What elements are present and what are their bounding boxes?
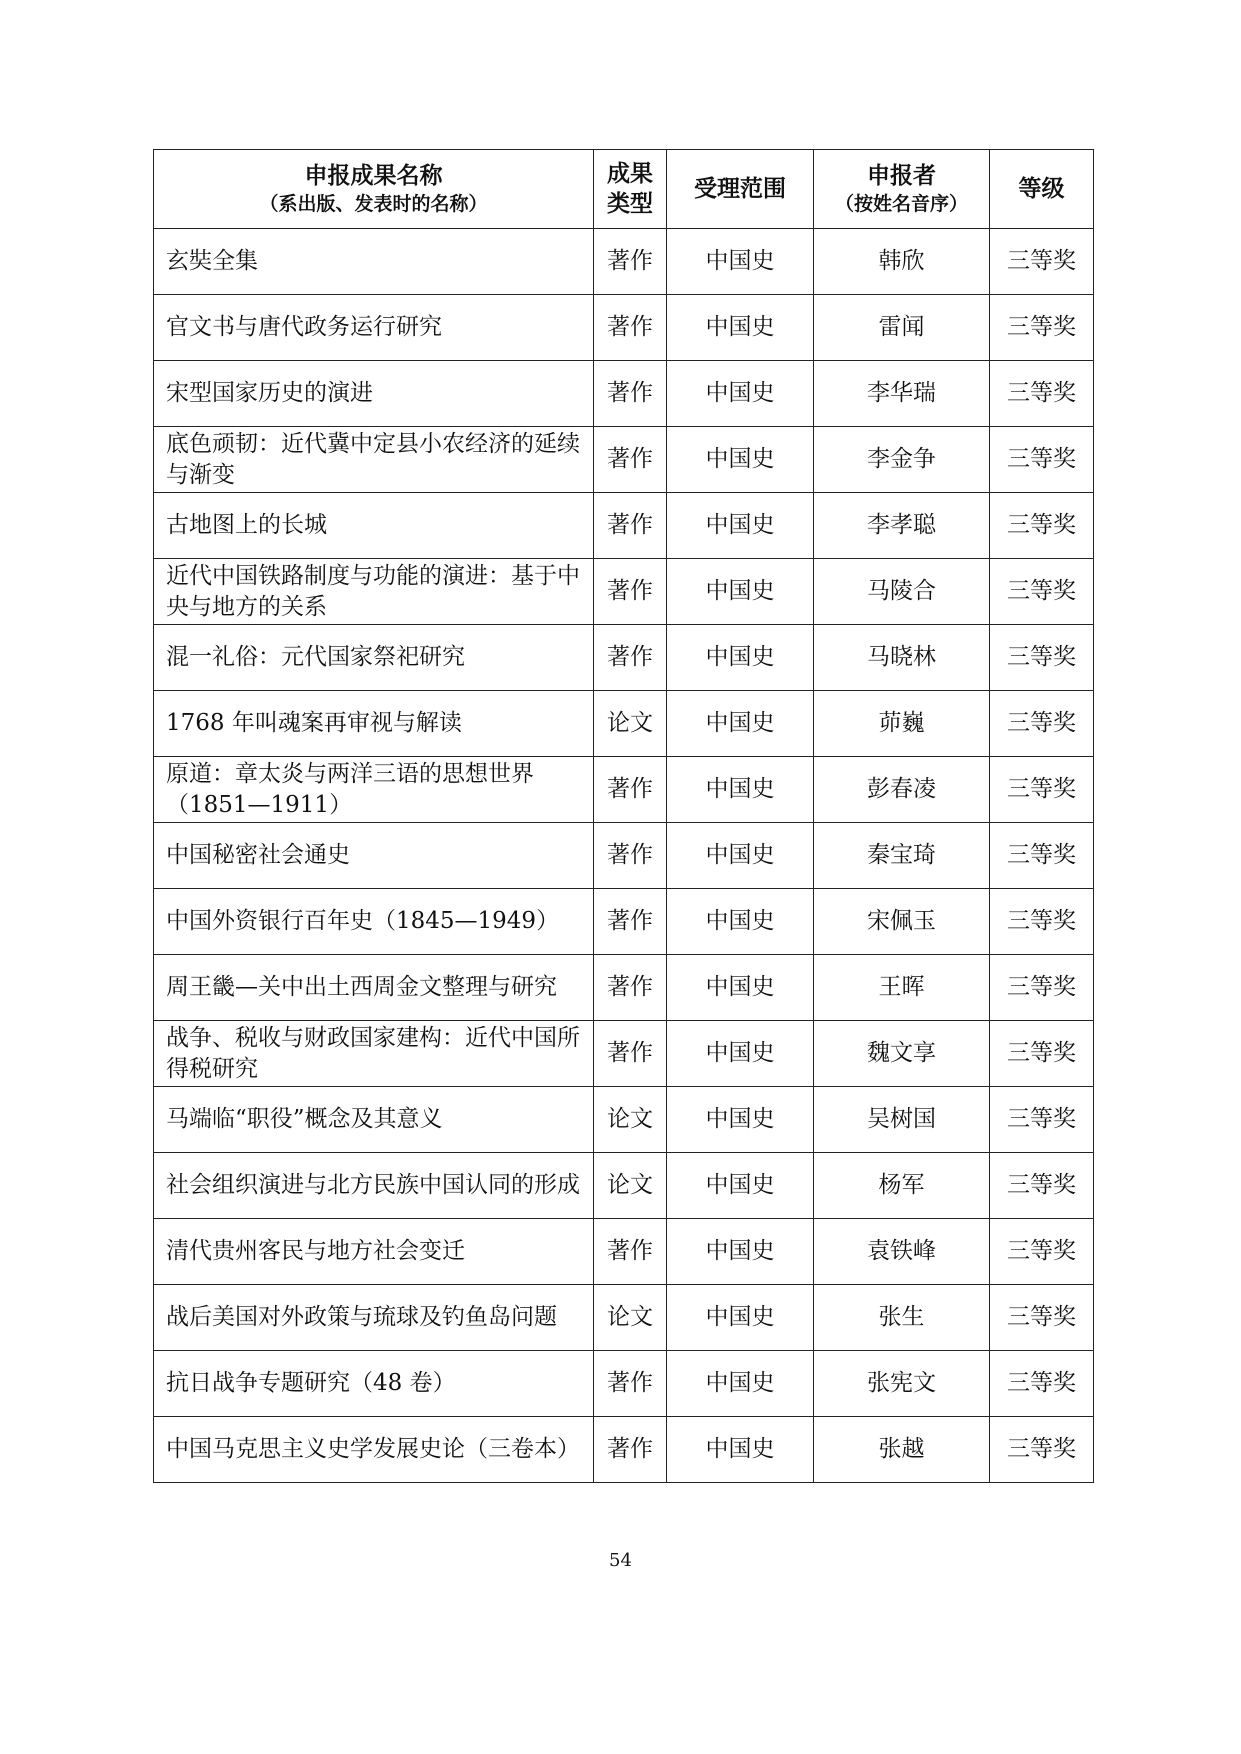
cell-type: 著作: [594, 823, 667, 889]
cell-type: 著作: [594, 1021, 667, 1087]
cell-title: 战争、税收与财政国家建构：近代中国所得税研究: [154, 1021, 594, 1087]
cell-type: 著作: [594, 625, 667, 691]
table-row: [154, 559, 1094, 625]
header-grade: 等级: [990, 150, 1094, 229]
cell-title: 近代中国铁路制度与功能的演进：基于中央与地方的关系: [154, 559, 594, 625]
cell-type: 著作: [594, 493, 667, 559]
header-title-main: 申报成果名称: [304, 162, 443, 189]
cell-scope: 中国史: [667, 691, 814, 757]
cell-applicant: 茆巍: [814, 691, 990, 757]
cell-type: 论文: [594, 1153, 667, 1219]
cell-grade: 三等奖: [990, 1219, 1094, 1285]
cell-scope: 中国史: [667, 493, 814, 559]
table-row: [154, 955, 1094, 1021]
header-type: [594, 150, 667, 229]
table-row: [154, 1153, 1094, 1219]
cell-title: 中国外资银行百年史（1845—1949）: [154, 889, 594, 955]
table-row: [154, 1351, 1094, 1417]
cell-scope: 中国史: [667, 1087, 814, 1153]
cell-grade: 三等奖: [990, 1087, 1094, 1153]
cell-scope: 中国史: [667, 625, 814, 691]
cell-grade: 三等奖: [990, 1417, 1094, 1483]
table-row: [154, 1285, 1094, 1351]
cell-type: 论文: [594, 1285, 667, 1351]
cell-scope: 中国史: [667, 1351, 814, 1417]
cell-grade: 三等奖: [990, 1153, 1094, 1219]
cell-grade: 三等奖: [990, 427, 1094, 493]
header-scope: 受理范围: [667, 150, 814, 229]
cell-title: 中国马克思主义史学发展史论（三卷本）: [154, 1417, 594, 1483]
cell-type: 著作: [594, 1351, 667, 1417]
cell-scope: 中国史: [667, 757, 814, 823]
cell-grade: 三等奖: [990, 493, 1094, 559]
cell-grade: 三等奖: [990, 691, 1094, 757]
cell-scope: 中国史: [667, 1219, 814, 1285]
cell-title: 底色顽韧：近代冀中定县小农经济的延续与渐变: [154, 427, 594, 493]
cell-type: 著作: [594, 295, 667, 361]
cell-scope: 中国史: [667, 559, 814, 625]
cell-applicant: 秦宝琦: [814, 823, 990, 889]
cell-title: 混一礼俗：元代国家祭祀研究: [154, 625, 594, 691]
cell-scope: 中国史: [667, 955, 814, 1021]
table-row: [154, 427, 1094, 493]
cell-grade: 三等奖: [990, 625, 1094, 691]
cell-applicant: 彭春凌: [814, 757, 990, 823]
header-applicant: [814, 150, 990, 229]
cell-type: 著作: [594, 955, 667, 1021]
table-header-row: [154, 150, 1094, 229]
cell-grade: 三等奖: [990, 295, 1094, 361]
cell-type: 著作: [594, 1417, 667, 1483]
table-body: [154, 229, 1094, 1483]
cell-title: 清代贵州客民与地方社会变迁: [154, 1219, 594, 1285]
cell-grade: 三等奖: [990, 757, 1094, 823]
cell-grade: 三等奖: [990, 823, 1094, 889]
cell-type: 著作: [594, 1219, 667, 1285]
cell-type: 著作: [594, 559, 667, 625]
table-row: [154, 493, 1094, 559]
header-applicant-main: 申报者: [867, 162, 936, 189]
cell-grade: 三等奖: [990, 955, 1094, 1021]
table-row: [154, 691, 1094, 757]
cell-applicant: 王晖: [814, 955, 990, 1021]
cell-scope: 中国史: [667, 295, 814, 361]
cell-title: 原道：章太炎与两洋三语的思想世界（1851—1911）: [154, 757, 594, 823]
cell-title: 官文书与唐代政务运行研究: [154, 295, 594, 361]
cell-title: 中国秘密社会通史: [154, 823, 594, 889]
cell-type: 著作: [594, 757, 667, 823]
cell-applicant: 宋佩玉: [814, 889, 990, 955]
cell-type: 论文: [594, 1087, 667, 1153]
cell-type: 著作: [594, 229, 667, 295]
cell-scope: 中国史: [667, 427, 814, 493]
table-row: [154, 823, 1094, 889]
table-row: [154, 361, 1094, 427]
header-type-label: 成果类型: [607, 160, 653, 217]
cell-title: 玄奘全集: [154, 229, 594, 295]
table-row: [154, 295, 1094, 361]
table-row: [154, 229, 1094, 295]
cell-grade: 三等奖: [990, 1285, 1094, 1351]
cell-applicant: 雷闻: [814, 295, 990, 361]
cell-applicant: 马陵合: [814, 559, 990, 625]
cell-title: 周王畿—关中出土西周金文整理与研究: [154, 955, 594, 1021]
cell-applicant: 张生: [814, 1285, 990, 1351]
header-title: [154, 150, 594, 229]
cell-type: 著作: [594, 361, 667, 427]
cell-scope: 中国史: [667, 1153, 814, 1219]
cell-scope: 中国史: [667, 1417, 814, 1483]
cell-applicant: 李金争: [814, 427, 990, 493]
table-row: [154, 1219, 1094, 1285]
cell-scope: 中国史: [667, 1285, 814, 1351]
cell-applicant: 张越: [814, 1417, 990, 1483]
awards-table: [153, 149, 1094, 1483]
cell-grade: 三等奖: [990, 229, 1094, 295]
cell-title: 战后美国对外政策与琉球及钓鱼岛问题: [154, 1285, 594, 1351]
table-row: [154, 625, 1094, 691]
header-title-sub: （系出版、发表时的名称）: [259, 193, 488, 215]
cell-applicant: 李华瑞: [814, 361, 990, 427]
cell-title: 抗日战争专题研究（48 卷）: [154, 1351, 594, 1417]
table-row: [154, 1021, 1094, 1087]
cell-grade: 三等奖: [990, 1021, 1094, 1087]
cell-applicant: 李孝聪: [814, 493, 990, 559]
cell-title: 1768 年叫魂案再审视与解读: [154, 691, 594, 757]
cell-scope: 中国史: [667, 229, 814, 295]
cell-title: 古地图上的长城: [154, 493, 594, 559]
cell-applicant: 袁铁峰: [814, 1219, 990, 1285]
table-row: [154, 1417, 1094, 1483]
cell-scope: 中国史: [667, 889, 814, 955]
cell-type: 著作: [594, 889, 667, 955]
cell-grade: 三等奖: [990, 361, 1094, 427]
table-row: [154, 757, 1094, 823]
cell-grade: 三等奖: [990, 889, 1094, 955]
cell-applicant: 马晓林: [814, 625, 990, 691]
cell-scope: 中国史: [667, 1021, 814, 1087]
cell-title: 宋型国家历史的演进: [154, 361, 594, 427]
page-number: 54: [609, 1550, 632, 1571]
cell-applicant: 杨军: [814, 1153, 990, 1219]
table-row: [154, 889, 1094, 955]
cell-applicant: 吴树国: [814, 1087, 990, 1153]
cell-applicant: 魏文享: [814, 1021, 990, 1087]
cell-grade: 三等奖: [990, 559, 1094, 625]
cell-scope: 中国史: [667, 823, 814, 889]
cell-type: 论文: [594, 691, 667, 757]
cell-applicant: 韩欣: [814, 229, 990, 295]
cell-grade: 三等奖: [990, 1351, 1094, 1417]
header-applicant-sub: （按姓名音序）: [834, 193, 968, 215]
cell-title: 社会组织演进与北方民族中国认同的形成: [154, 1153, 594, 1219]
table-row: [154, 1087, 1094, 1153]
cell-scope: 中国史: [667, 361, 814, 427]
cell-applicant: 张宪文: [814, 1351, 990, 1417]
cell-title: 马端临“职役”概念及其意义: [154, 1087, 594, 1153]
cell-type: 著作: [594, 427, 667, 493]
